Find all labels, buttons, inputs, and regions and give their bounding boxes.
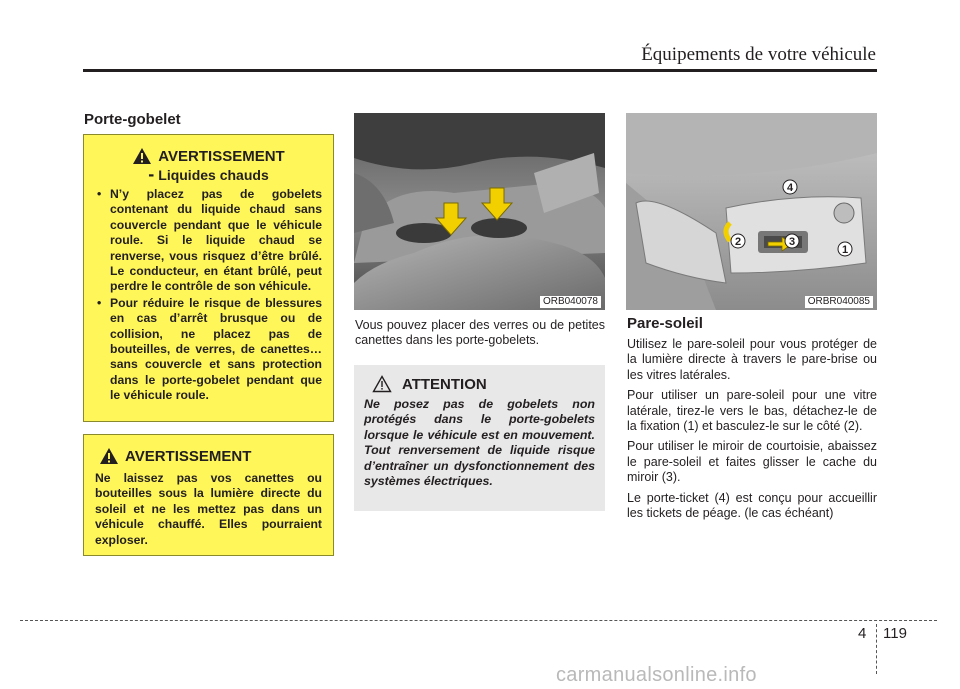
sunvisor-paragraph: Le porte-ticket (4) est conçu pour accueillir les tickets de péage. (le cas échéant) <box>627 490 877 521</box>
callout-label: 4 <box>786 182 794 194</box>
warning-heading <box>99 447 322 465</box>
running-header: Équipements de votre véhicule <box>641 44 876 65</box>
sunvisor-paragraph: Pour utiliser un pare-soleil pour une vitre latérale, tirez-le vers le bas, détachez-le de la fixation (1) et basculez-le sur le côté (2). <box>627 388 877 434</box>
sunvisor-paragraph: Pour utiliser le miroir de courtoisie, abaissez le pare-soleil et faites glisser le cache du miroir (3). <box>627 439 877 485</box>
warning-heading-text: AVERTISSEMENT <box>158 147 285 165</box>
header-rule <box>83 69 877 72</box>
warning-triangle-icon <box>99 447 119 465</box>
warning-box-hot-liquids <box>83 134 334 422</box>
warning-heading-text: AVERTISSEMENT <box>125 447 252 465</box>
caution-triangle-icon <box>372 375 392 393</box>
warning-list-item: • N’y placez pas de gobelets contenant du liquide chaud sans couvercle pendant que le véhicule roule. Si le liquide chaud se renverse, vous risquez d’être brûlé. Le conducteur, en étant brûlé, peut perdre le contrôle de son véhicule. <box>95 187 322 295</box>
warning-subheading <box>95 166 322 183</box>
watermark[interactable]: carmanualsonline.info <box>556 664 757 686</box>
sunvisor-photo <box>626 113 877 310</box>
photo-code: ORB040078 <box>540 296 601 308</box>
section-title: Porte-gobelet <box>84 111 181 128</box>
callout-label: 3 <box>788 236 796 248</box>
sunvisor-section <box>627 315 877 526</box>
cupholder-text: Vous pouvez placer des verres ou de petites canettes dans les porte-gobelets. <box>355 318 605 348</box>
callout-label: 2 <box>734 236 742 248</box>
warning-heading <box>95 147 322 165</box>
warning-list-item: • Pour réduire le risque de blessures en cas d’arrêt brusque ou de collision, ne placez pas de bouteilles, de verres, de canettes…sans couvercle et sans protection dans le porte-gobelet pendant que le véhicule roule. <box>95 296 322 404</box>
warning-subheading-text: Liquides chauds <box>158 167 269 183</box>
callout-label: 1 <box>841 244 849 256</box>
cupholder-photo <box>354 113 605 310</box>
footer-rule <box>20 620 937 621</box>
warning-text: Ne laissez pas vos canettes ou bouteilles sous la lumière directe du soleil et ne les mettez pas dans un véhicule chauffé. Elles pourraient exploser. <box>95 471 322 547</box>
warning-subheading-dash: - <box>148 164 155 184</box>
sunvisor-paragraph: Utilisez le pare-soleil pour vous protéger de la lumière directe à travers le pare-brise ou les vitres latérales. <box>627 337 877 382</box>
attention-heading-text: ATTENTION <box>402 375 487 393</box>
photo-code: ORBR040085 <box>805 296 873 308</box>
page-number: 119 <box>883 625 907 642</box>
sunvisor-title: Pare-soleil <box>627 315 703 332</box>
warning-list <box>95 187 322 404</box>
attention-heading <box>372 375 595 393</box>
attention-box <box>354 365 605 511</box>
warning-box-cans <box>83 434 334 556</box>
warning-triangle-icon <box>132 147 152 165</box>
page-divider <box>876 624 877 674</box>
attention-text: Ne posez pas de gobelets non protégés dans le porte-gobelets lorsque le véhicule est en mouvement. Tout renversement de liquide risque d’entraîner un dysfonctionnement des systèmes électriques. <box>364 397 595 489</box>
chapter-number: 4 <box>858 625 867 642</box>
